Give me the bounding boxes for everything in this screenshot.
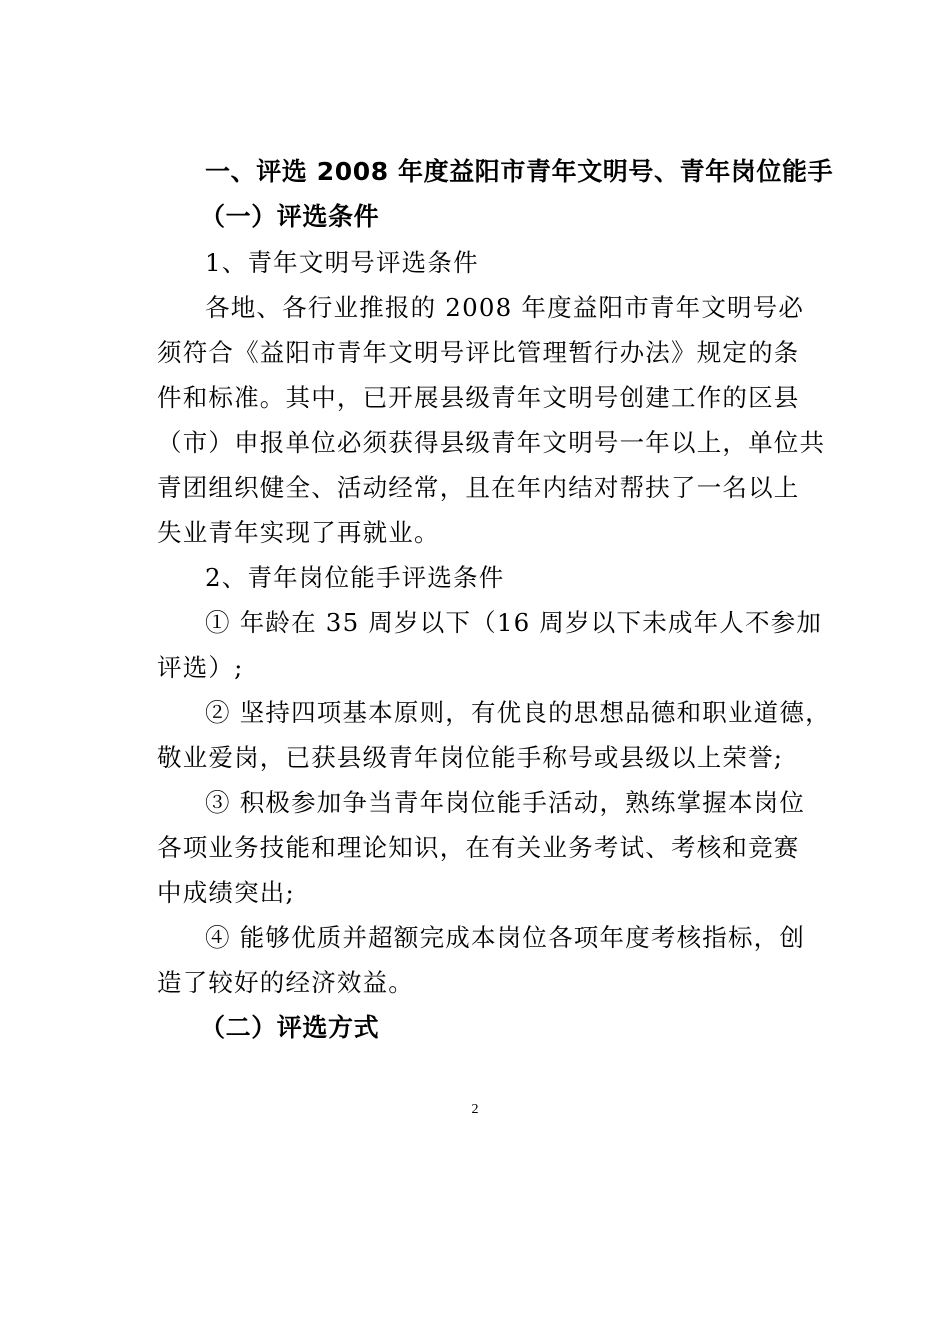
criterion-line: ① 年龄在 35 周岁以下（16 周岁以下未成年人不参加 bbox=[205, 608, 823, 637]
item-title-post-expert: 2、青年岗位能手评选条件 bbox=[205, 563, 505, 592]
criterion-line: ③ 积极参加争当青年岗位能手活动，熟练掌握本岗位 bbox=[205, 788, 806, 817]
criterion-line: 中成绩突出; bbox=[157, 878, 295, 907]
paragraph-line: 件和标准。其中，已开展县级青年文明号创建工作的区县 bbox=[157, 383, 800, 412]
criterion-line: ④ 能够优质并超额完成本岗位各项年度考核指标，创 bbox=[205, 923, 806, 952]
paragraph-line: 各地、各行业推报的 2008 年度益阳市青年文明号必 bbox=[205, 293, 805, 322]
paragraph-line: 失业青年实现了再就业。 bbox=[157, 518, 440, 547]
criterion-line: 敬业爱岗，已获县级青年岗位能手称号或县级以上荣誉; bbox=[157, 743, 784, 772]
subsection-heading-conditions: （一）评选条件 bbox=[200, 202, 380, 231]
criterion-line: ② 坚持四项基本原则，有优良的思想品德和职业道德， bbox=[205, 698, 831, 727]
criterion-line: 各项业务技能和理论知识，在有关业务考试、考核和竞赛 bbox=[157, 833, 800, 862]
paragraph-line: （市）申报单位必须获得县级青年文明号一年以上，单位共 bbox=[157, 428, 826, 457]
criterion-line: 造了较好的经济效益。 bbox=[157, 968, 414, 997]
item-title-civilization-unit: 1、青年文明号评选条件 bbox=[205, 248, 479, 277]
section-heading: 一、评选 2008 年度益阳市青年文明号、青年岗位能手 bbox=[205, 157, 834, 186]
paragraph-line: 青团组织健全、活动经常，且在年内结对帮扶了一名以上 bbox=[157, 473, 800, 502]
page-number: 2 bbox=[471, 1102, 479, 1117]
criterion-line: 评选）; bbox=[157, 653, 244, 682]
paragraph-line: 须符合《益阳市青年文明号评比管理暂行办法》规定的条 bbox=[157, 338, 800, 367]
subsection-heading-method: （二）评选方式 bbox=[200, 1013, 380, 1042]
